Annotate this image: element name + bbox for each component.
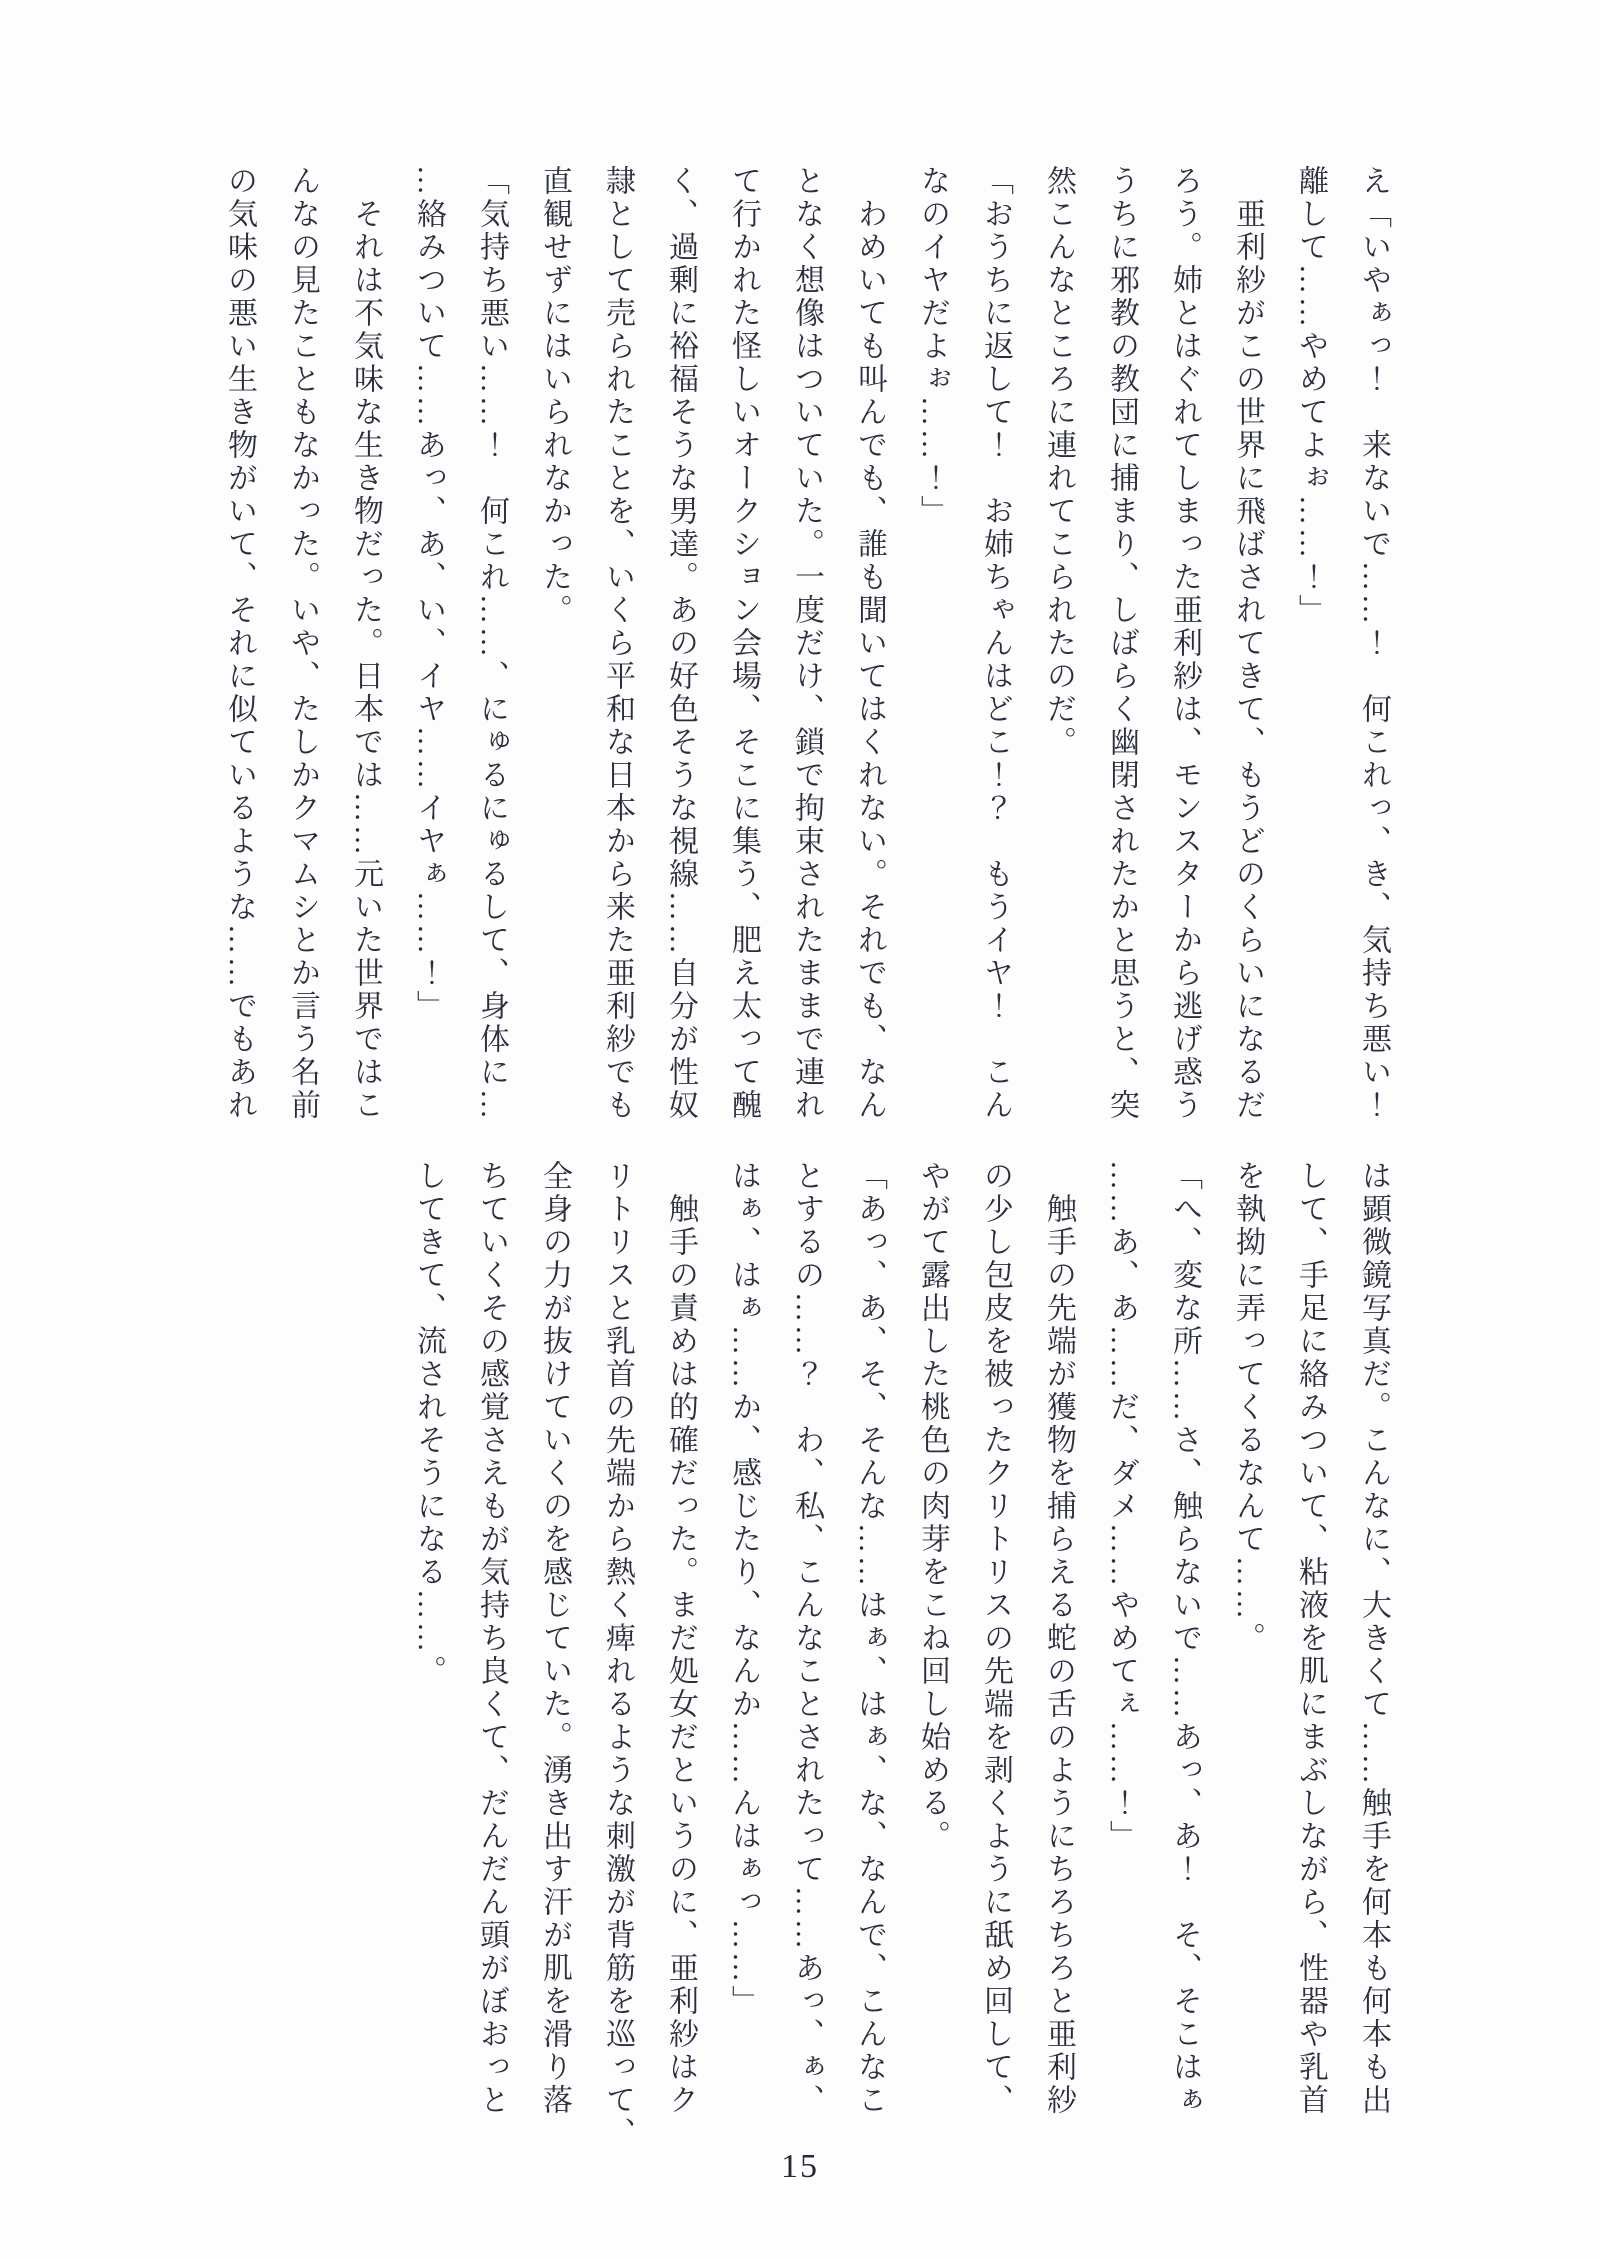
text-line: 全身の力が抜けていくのを感じていた。湧き出す汗が肌を滑り落 bbox=[538, 1160, 571, 2117]
page-number: 15 bbox=[781, 2148, 819, 2185]
text-line: 亜利紗がこの世界に飛ばされてきて、もうどのくらいになるだ bbox=[1231, 165, 1264, 1122]
text-line: 「あっ、あ、そ、そんな……はぁ、はぁ、な、なんで、こんなこ bbox=[853, 1160, 886, 2117]
text-line: とするの……？ わ、私、こんなことされたって……あっ、ぁ、 bbox=[790, 1160, 823, 2117]
text-line: はぁ、はぁ……か、感じたり、なんか……んはぁっ……」 bbox=[727, 1160, 760, 2018]
upper-text-block bbox=[208, 165, 1405, 1175]
text-line: やがて露出した桃色の肉芽をこね回し始める。 bbox=[916, 1160, 949, 1853]
lower-text-block bbox=[397, 1160, 1405, 2170]
text-line: を執拗に弄ってくるなんて……。 bbox=[1231, 1160, 1264, 1655]
text-line: うちに邪教の教団に捕まり、しばらく幽閉されたかと思うと、突 bbox=[1105, 165, 1138, 1122]
text-line: それは不気味な生き物だった。日本では……元いた世界ではこ bbox=[349, 165, 382, 1122]
text-line: 「へ、変な所……さ、触らないで……あっ、あ！ そ、そこはぁ bbox=[1168, 1160, 1201, 2117]
text-line: ろう。姉とはぐれてしまった亜利紗は、モンスターから逃げ惑う bbox=[1168, 165, 1201, 1122]
text-line: く、過剰に裕福そうな男達。あの好色そうな視線……自分が性奴 bbox=[664, 165, 697, 1122]
text-line: は顕微鏡写真だ。こんなに、大きくて……触手を何本も何本も出 bbox=[1357, 1160, 1390, 2117]
text-line: 「気持ち悪い……！ 何これ……、にゅるにゅるして、身体に… bbox=[475, 165, 508, 1122]
text-line: 直観せずにはいられなかった。 bbox=[538, 165, 571, 627]
text-line: リトリスと乳首の先端から熱く痺れるような刺激が背筋を巡って、 bbox=[601, 1160, 634, 2150]
text-line: 触手の先端が獲物を捕らえる蛇の舌のようにちろちろと亜利紗 bbox=[1042, 1160, 1075, 2117]
text-line: …絡みついて……あっ、あ、い、イヤ……イヤぁ……！」 bbox=[412, 165, 445, 1023]
text-line: の気味の悪い生き物がいて、それに似ているような……でもあれ bbox=[223, 165, 256, 1122]
text-line: 然こんなところに連れてこられたのだ。 bbox=[1042, 165, 1075, 759]
text-line: え「いやぁっ！ 来ないで……！ 何これっ、き、気持ち悪い！ bbox=[1357, 165, 1390, 1122]
text-line: 「おうちに返して！ お姉ちゃんはどこ！？ もうイヤ！ こん bbox=[979, 165, 1012, 1122]
text-line: してきて、流されそうになる……。 bbox=[412, 1160, 445, 1688]
text-line: んなの見たこともなかった。いや、たしかクマムシとか言う名前 bbox=[286, 165, 319, 1122]
text-line: わめいても叫んでも、誰も聞いてはくれない。それでも、なん bbox=[853, 165, 886, 1122]
text-line: 触手の責めは的確だった。まだ処女だというのに、亜利紗はク bbox=[664, 1160, 697, 2117]
text-line: なのイヤだよぉ……！」 bbox=[916, 165, 949, 528]
text-line: の少し包皮を被ったクリトリスの先端を剥くように舐め回して、 bbox=[979, 1160, 1012, 2117]
text-line: て行かれた怪しいオークション会場、そこに集う、肥え太って醜 bbox=[727, 165, 760, 1122]
text-line: となく想像はついていた。一度だけ、鎖で拘束されたままで連れ bbox=[790, 165, 823, 1122]
text-line: 離して……やめてよぉ……！」 bbox=[1294, 165, 1327, 627]
text-line: 隷として売られたことを、いくら平和な日本から来た亜利紗でも bbox=[601, 165, 634, 1122]
text-line: して、手足に絡みついて、粘液を肌にまぶしながら、性器や乳首 bbox=[1294, 1160, 1327, 2117]
text-line: ……あ、あ……だ、ダメ……やめてぇ……！」 bbox=[1105, 1160, 1138, 1853]
text-line: ちていくその感覚さえもが気持ち良くて、だんだん頭がぼおっと bbox=[475, 1160, 508, 2117]
